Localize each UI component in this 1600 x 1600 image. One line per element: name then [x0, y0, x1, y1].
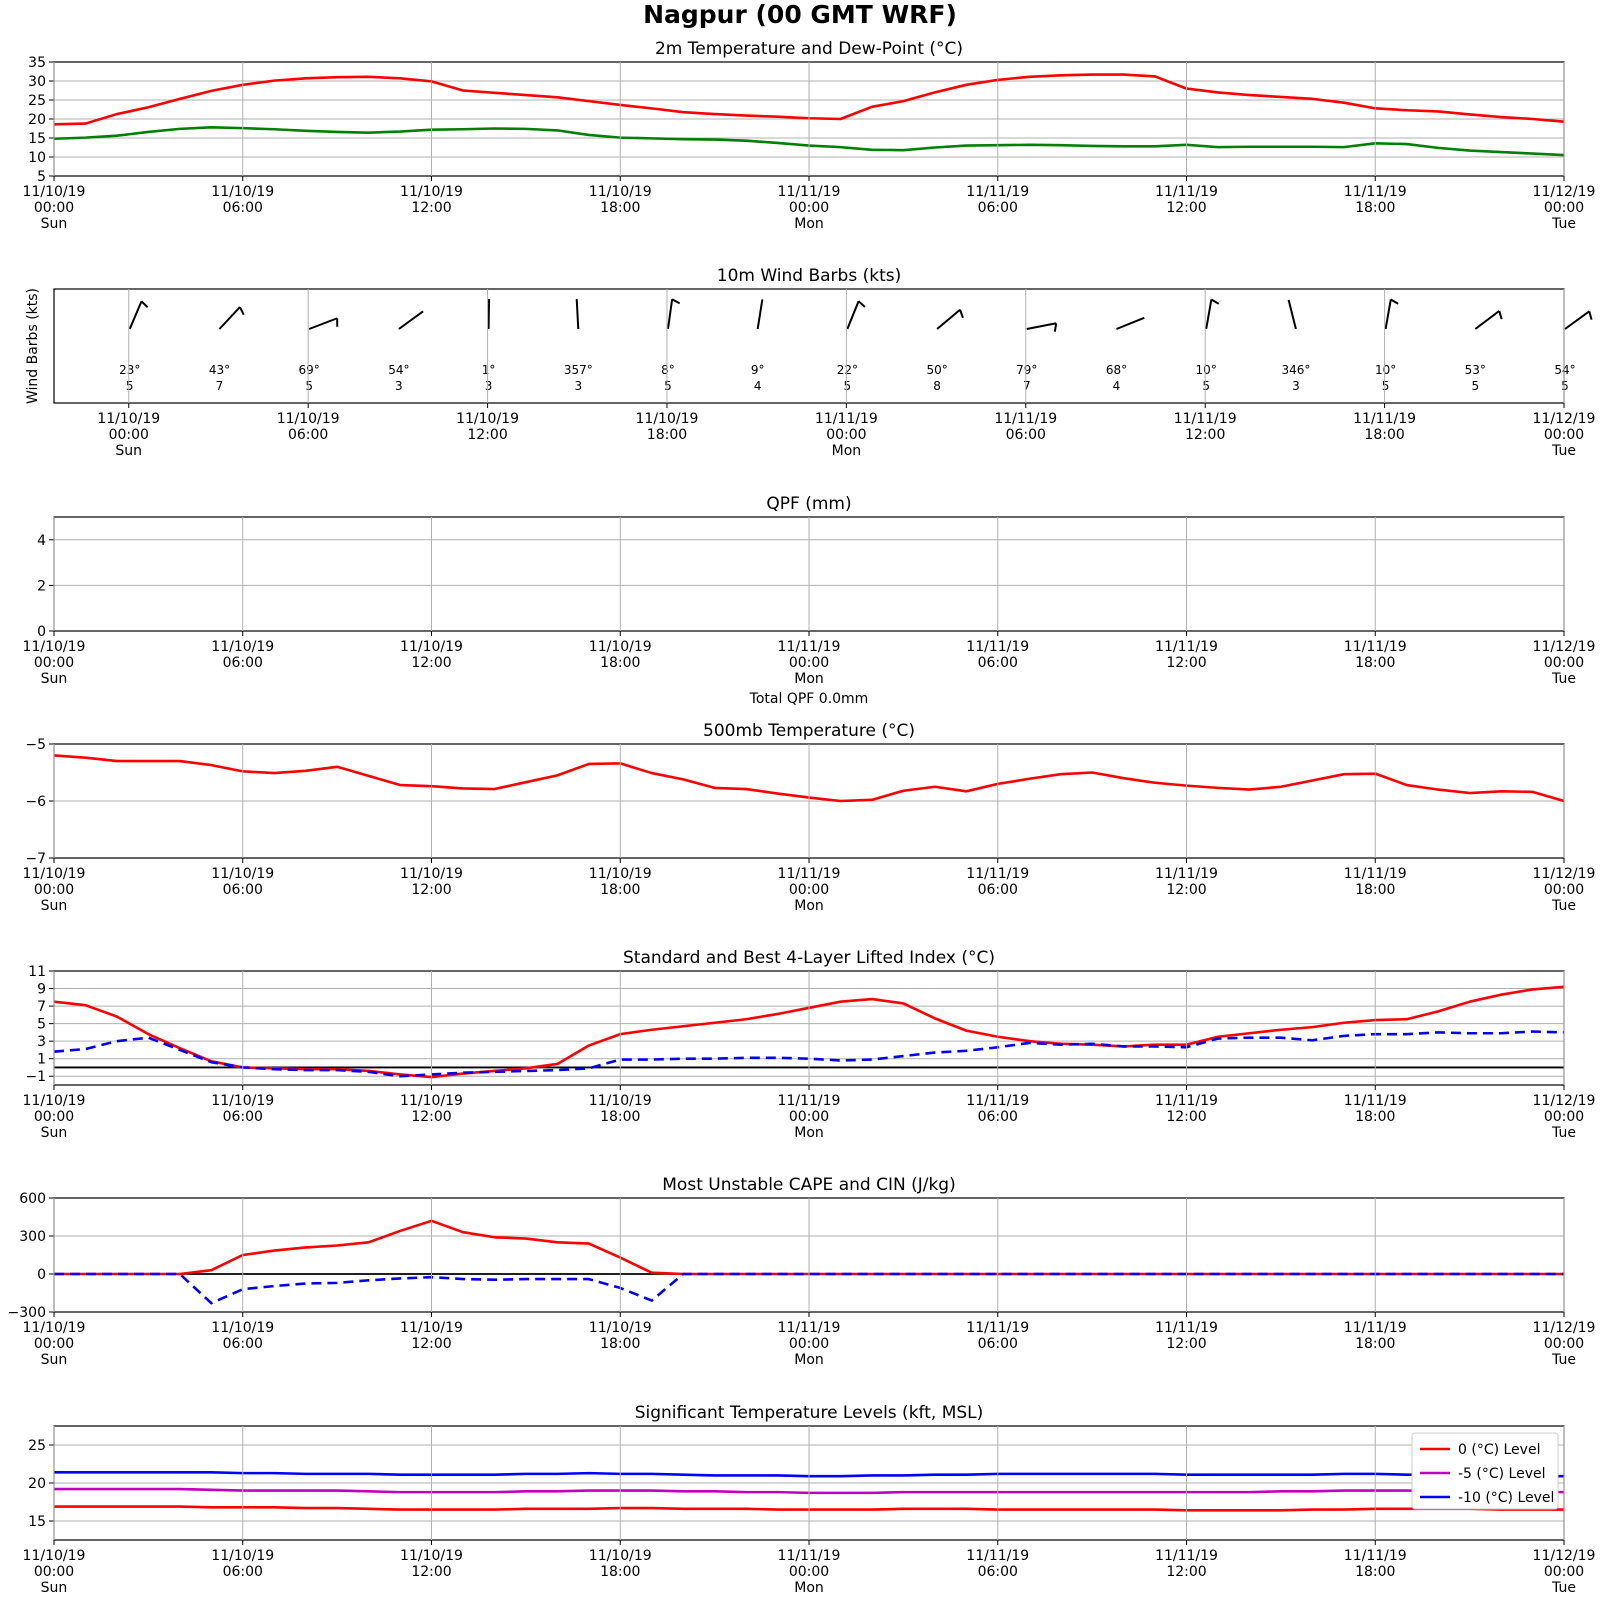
x-tick-label: Tue [1552, 671, 1576, 687]
x-tick-label: 00:00 [33, 1336, 75, 1352]
y-axis-label: Wind Barbs (kts) [25, 287, 41, 405]
x-tick-label: 11/10/19 [211, 866, 275, 882]
x-tick-label: 11/11/19 [777, 1093, 841, 1109]
wind-direction-label: 346° [1281, 363, 1311, 377]
x-tick-label: 00:00 [1543, 882, 1585, 898]
x-tick-label: 11/11/19 [1155, 1320, 1218, 1336]
y-tick-label: 5 [37, 1016, 46, 1033]
x-tick-label: 18:00 [1355, 200, 1396, 216]
wind-barb [668, 299, 672, 329]
x-tick-label: 11/11/19 [1155, 1548, 1218, 1564]
x-tick-label: 18:00 [1355, 1564, 1396, 1580]
panel-2 [25, 266, 1592, 404]
x-tick-label: 00:00 [33, 882, 75, 898]
x-tick-label: 00:00 [33, 1109, 75, 1125]
wind-barb-feather [1211, 299, 1218, 303]
wind-barb-feather [1499, 311, 1501, 319]
x-tick-label: 11/11/19 [777, 1548, 841, 1564]
y-tick-label: 300 [19, 1229, 46, 1245]
y-tick-label: 35 [28, 55, 46, 71]
y-tick-label: 20 [28, 1476, 46, 1492]
y-tick-label: 1 [37, 1051, 46, 1068]
panel-title: Standard and Best 4-Layer Lifted Index (°C) [623, 948, 995, 968]
x-tick-label: Mon [794, 1580, 824, 1596]
x-tick-label: 11/10/19 [400, 639, 463, 655]
x-tick-label: 18:00 [600, 882, 641, 898]
x-tick-label: Mon [794, 1352, 824, 1368]
x-tick-label: 11/11/19 [966, 639, 1030, 655]
x-tick-label: 12:00 [411, 655, 452, 671]
x-tick-label: 18:00 [1355, 1109, 1396, 1125]
legend-label: -5 (°C) Level [1458, 1466, 1546, 1482]
wind-barb [489, 299, 490, 329]
y-tick-label: 4 [37, 532, 46, 549]
wind-barb [937, 310, 960, 329]
panel-frame [54, 289, 1564, 403]
wind-barb [219, 307, 239, 329]
wind-barb [1289, 300, 1296, 329]
wind-direction-label: 54° [388, 363, 410, 377]
x-tick-label: 12:00 [411, 882, 452, 898]
wind-speed-label: 5 [1471, 379, 1480, 393]
wind-direction-label: 22° [836, 363, 859, 377]
x-tick-label: 11/10/19 [211, 1093, 275, 1109]
x-tick-label: 00:00 [33, 655, 75, 671]
wind-direction-label: 79° [1016, 363, 1038, 377]
x-tick-label: 11/10/19 [22, 1093, 86, 1109]
y-tick-label: 0 [37, 624, 46, 640]
x-tick-label: 11/10/19 [400, 1320, 463, 1336]
x-tick-label: Mon [794, 1125, 824, 1141]
x-tick-label: Sun [40, 671, 68, 687]
y-tick-label: 20 [28, 112, 46, 128]
x-tick-label: Mon [794, 671, 824, 687]
x-tick-label: 11/10/19 [276, 411, 340, 427]
x-tick-label: 06:00 [222, 655, 263, 671]
x-tick-label: 18:00 [600, 1109, 641, 1125]
wind-direction-label: 9° [750, 363, 765, 377]
x-tick-label: 11/11/19 [777, 184, 841, 200]
y-tick-label: 7 [37, 999, 46, 1016]
wind-barb [399, 311, 423, 329]
x-tick-label: 00:00 [108, 427, 149, 443]
x-tick-label: 11/11/19 [814, 411, 878, 427]
panel-1 [28, 39, 1564, 185]
wind-direction-label: 8° [661, 363, 675, 377]
x-tick-label: 11/11/19 [966, 184, 1030, 200]
x-tick-label: 00:00 [788, 882, 830, 898]
x-tick-label: 06:00 [222, 1336, 263, 1352]
x-tick-label: 06:00 [977, 1109, 1018, 1125]
wind-barb [577, 299, 579, 329]
wind-barb [758, 299, 763, 329]
y-tick-label: 25 [28, 93, 46, 109]
x-tick-label: 11/10/19 [400, 1093, 463, 1109]
x-tick-label: Mon [794, 216, 824, 232]
x-tick-label: 12:00 [467, 427, 508, 443]
wind-barb [1027, 323, 1056, 329]
y-tick-label: 15 [28, 131, 46, 147]
x-tick-label: 00:00 [1543, 200, 1585, 216]
wind-direction-label: 43° [208, 363, 231, 377]
x-tick-label: 06:00 [977, 655, 1018, 671]
x-tick-label: Sun [40, 1580, 68, 1596]
panel-title: QPF (mm) [766, 494, 852, 514]
x-tick-label: 12:00 [411, 1109, 452, 1125]
x-tick-label: 11/11/19 [1343, 1093, 1407, 1109]
x-tick-label: 11/10/19 [400, 184, 463, 200]
x-tick-label: 11/11/19 [966, 1093, 1030, 1109]
wind-speed-label: 3 [1292, 379, 1300, 393]
x-tick-label: 12:00 [1166, 1336, 1207, 1352]
panel-6 [8, 1175, 1564, 1321]
x-tick-label: 18:00 [646, 427, 688, 443]
x-tick-label: 11/12/19 [1532, 1093, 1596, 1109]
x-tick-label: 11/10/19 [97, 411, 161, 427]
x-tick-label: 11/10/19 [588, 184, 652, 200]
wind-direction-label: 10° [1374, 363, 1397, 377]
panel-title: 500mb Temperature (°C) [703, 721, 915, 741]
wind-barb-feather [1055, 323, 1056, 331]
x-tick-label: 06:00 [977, 1564, 1018, 1580]
x-tick-label: Sun [40, 898, 68, 914]
x-tick-label: 18:00 [600, 1564, 641, 1580]
wind-direction-label: 54° [1554, 363, 1576, 377]
x-tick-label: 00:00 [1543, 427, 1585, 443]
x-tick-label: 11/11/19 [1343, 866, 1407, 882]
x-tick-label: 11/11/19 [994, 411, 1058, 427]
x-tick-label: 11/12/19 [1532, 1548, 1596, 1564]
wind-speed-label: 5 [125, 379, 134, 393]
wind-barb [847, 301, 858, 329]
x-tick-label: 11/10/19 [22, 1548, 86, 1564]
x-tick-label: 12:00 [411, 200, 452, 216]
x-tick-label: 11/11/19 [1343, 184, 1407, 200]
wind-barb [1116, 318, 1144, 329]
x-tick-label: 11/10/19 [22, 184, 86, 200]
x-tick-label: 11/10/19 [456, 411, 520, 427]
x-tick-label: 11/11/19 [777, 1320, 841, 1336]
x-tick-label: 11/10/19 [22, 866, 86, 882]
wind-direction-label: 50° [926, 363, 948, 377]
y-tick-label: −6 [25, 794, 46, 810]
y-tick-label: 25 [28, 1438, 46, 1454]
y-tick-label: 0 [37, 1267, 46, 1283]
wind-direction-label: 68° [1105, 363, 1128, 377]
x-tick-label: Sun [40, 1352, 68, 1368]
wind-barb [1206, 299, 1211, 329]
x-tick-label: 11/10/19 [211, 1320, 275, 1336]
wind-direction-label: 1° [481, 363, 496, 377]
panel-title: Most Unstable CAPE and CIN (J/kg) [662, 1175, 956, 1195]
panel-4 [25, 721, 1564, 867]
y-tick-label: 15 [28, 1514, 46, 1530]
wind-barb-feather [960, 310, 963, 318]
x-tick-label: Sun [40, 216, 68, 232]
x-tick-label: 06:00 [1005, 427, 1046, 443]
y-tick-label: 2 [37, 578, 46, 595]
x-tick-label: 11/12/19 [1532, 184, 1596, 200]
y-tick-label: 30 [28, 74, 46, 90]
x-tick-label: 11/10/19 [635, 411, 699, 427]
wind-barb [130, 301, 142, 329]
x-tick-label: 11/12/19 [1532, 639, 1596, 655]
x-tick-label: Mon [794, 898, 824, 914]
wind-barb-feather [141, 301, 147, 307]
x-tick-label: 11/10/19 [400, 1548, 463, 1564]
y-tick-label: 10 [28, 150, 46, 166]
x-tick-label: Sun [115, 443, 143, 459]
x-tick-label: Tue [1552, 443, 1576, 459]
panel-title: 10m Wind Barbs (kts) [716, 266, 902, 286]
page-title: Nagpur (00 GMT WRF) [643, 0, 957, 29]
x-tick-label: 11/11/19 [777, 639, 841, 655]
x-tick-label: 11/10/19 [588, 1548, 652, 1564]
x-tick-label: 00:00 [1543, 1336, 1585, 1352]
wind-speed-label: 4 [1112, 379, 1121, 393]
x-tick-label: 00:00 [826, 427, 867, 443]
wind-barb-feather [1391, 299, 1398, 303]
panel-7 [28, 1403, 1564, 1540]
x-tick-label: 11/12/19 [1532, 1320, 1596, 1336]
y-tick-label: −5 [25, 737, 46, 753]
x-tick-label: 00:00 [1543, 1109, 1585, 1125]
x-tick-label: 11/11/19 [1173, 411, 1237, 427]
wind-speed-label: 5 [664, 379, 672, 393]
x-tick-label: 00:00 [33, 1564, 75, 1580]
x-tick-label: 11/11/19 [1343, 1320, 1407, 1336]
wind-speed-label: 7 [215, 379, 224, 393]
x-tick-label: 06:00 [222, 1564, 263, 1580]
x-tick-label: 18:00 [1355, 882, 1396, 898]
x-tick-label: 11/11/19 [1155, 184, 1218, 200]
x-tick-label: 00:00 [788, 1336, 830, 1352]
x-tick-label: 06:00 [977, 1336, 1018, 1352]
wind-barb [1386, 299, 1391, 329]
y-tick-label: −300 [7, 1305, 46, 1321]
x-tick-label: 11/10/19 [588, 1093, 652, 1109]
x-tick-label: 12:00 [411, 1564, 452, 1580]
x-tick-label: Mon [831, 443, 862, 459]
wind-speed-label: 3 [574, 379, 583, 393]
panel-5 [25, 948, 1564, 1085]
x-tick-label: 11/10/19 [211, 639, 275, 655]
x-tick-label: Tue [1552, 1352, 1576, 1368]
x-tick-label: Tue [1552, 898, 1576, 914]
legend-label: -10 (°C) Level [1458, 1490, 1555, 1506]
x-tick-label: 11/10/19 [22, 1320, 86, 1336]
x-tick-label: 00:00 [33, 200, 75, 216]
x-tick-label: 11/11/19 [1343, 639, 1407, 655]
x-tick-label: 06:00 [222, 200, 263, 216]
wind-speed-label: 8 [933, 379, 941, 393]
y-tick-label: 5 [37, 169, 46, 185]
wind-barb [1475, 311, 1499, 329]
x-tick-label: 11/11/19 [966, 866, 1030, 882]
x-tick-label: 18:00 [600, 1336, 641, 1352]
wind-direction-label: 23° [119, 363, 141, 377]
x-tick-label: Tue [1552, 1580, 1576, 1596]
x-tick-label: 18:00 [1364, 427, 1405, 443]
wind-speed-label: 5 [1561, 379, 1569, 393]
wind-barb-feather [672, 299, 680, 303]
x-tick-label: 11/12/19 [1532, 411, 1596, 427]
wind-speed-label: 5 [843, 379, 852, 393]
wind-direction-label: 53° [1464, 363, 1486, 377]
x-tick-label: 11/11/19 [966, 1548, 1030, 1564]
wind-speed-label: 3 [395, 379, 403, 393]
wind-speed-label: 5 [1202, 379, 1211, 393]
x-tick-label: 06:00 [222, 882, 263, 898]
x-tick-label: 12:00 [1166, 1564, 1207, 1580]
x-tick-label: 18:00 [1355, 655, 1396, 671]
x-tick-label: 12:00 [411, 1336, 452, 1352]
y-tick-label: 11 [28, 964, 46, 980]
x-tick-label: 18:00 [1355, 1336, 1396, 1352]
x-tick-label: 06:00 [977, 882, 1018, 898]
wind-barb-feather [240, 307, 244, 315]
x-tick-label: 11/11/19 [1343, 1548, 1407, 1564]
x-tick-label: Tue [1552, 216, 1576, 232]
y-tick-label: −1 [25, 1069, 46, 1086]
x-tick-label: 12:00 [1166, 200, 1207, 216]
wind-barb-feather [859, 301, 865, 307]
wind-speed-label: 7 [1022, 379, 1031, 393]
x-tick-label: 00:00 [788, 1109, 830, 1125]
x-tick-label: Tue [1552, 1125, 1576, 1141]
y-tick-label: 600 [19, 1191, 46, 1207]
x-tick-label: 11/11/19 [1155, 639, 1218, 655]
y-tick-label: 3 [37, 1034, 46, 1051]
x-tick-label: 11/11/19 [777, 866, 841, 882]
x-tick-label: 00:00 [1543, 1564, 1585, 1580]
x-tick-label: 11/11/19 [1353, 411, 1417, 427]
x-tick-label: Sun [40, 1125, 68, 1141]
x-tick-label: 11/11/19 [1155, 1093, 1218, 1109]
y-tick-label: 9 [37, 981, 46, 998]
total-qpf-note: Total QPF 0.0mm [749, 691, 869, 707]
x-tick-label: 00:00 [1543, 655, 1585, 671]
panel-title: Significant Temperature Levels (kft, MSL) [634, 1403, 984, 1423]
x-tick-label: 18:00 [600, 655, 641, 671]
wind-barb-feather [1589, 311, 1591, 319]
x-tick-label: 00:00 [788, 1564, 830, 1580]
wind-barb [1565, 311, 1589, 329]
x-tick-label: 06:00 [287, 427, 329, 443]
x-tick-label: 11/10/19 [588, 866, 652, 882]
x-tick-label: 11/11/19 [1155, 866, 1218, 882]
x-tick-label: 12:00 [1185, 427, 1226, 443]
x-tick-label: 06:00 [977, 200, 1018, 216]
x-tick-label: 11/10/19 [22, 639, 86, 655]
x-tick-label: 11/10/19 [211, 1548, 275, 1564]
wind-speed-label: 5 [1381, 379, 1390, 393]
wind-speed-label: 4 [753, 379, 762, 393]
x-tick-label: 11/10/19 [588, 1320, 652, 1336]
wind-barb [309, 318, 337, 329]
wind-direction-label: 69° [298, 363, 320, 377]
x-tick-label: 00:00 [788, 200, 830, 216]
panel-title: 2m Temperature and Dew-Point (°C) [654, 39, 964, 59]
legend-label: 0 (°C) Level [1458, 1442, 1541, 1458]
wind-direction-label: 10° [1195, 363, 1217, 377]
wind-speed-label: 5 [305, 379, 313, 393]
x-tick-label: 00:00 [788, 655, 830, 671]
x-tick-label: 11/12/19 [1532, 866, 1596, 882]
x-tick-label: 11/11/19 [966, 1320, 1030, 1336]
y-tick-label: −7 [25, 851, 46, 867]
x-tick-label: 11/10/19 [211, 184, 275, 200]
x-tick-label: 18:00 [600, 200, 641, 216]
x-tick-label: 12:00 [1166, 655, 1207, 671]
x-tick-label: 12:00 [1166, 882, 1207, 898]
x-tick-label: 06:00 [222, 1109, 263, 1125]
wind-direction-label: 357° [563, 363, 593, 377]
wind-speed-label: 3 [484, 379, 493, 393]
x-tick-label: 11/10/19 [588, 639, 652, 655]
x-tick-label: 12:00 [1166, 1109, 1207, 1125]
x-tick-label: 11/10/19 [400, 866, 463, 882]
